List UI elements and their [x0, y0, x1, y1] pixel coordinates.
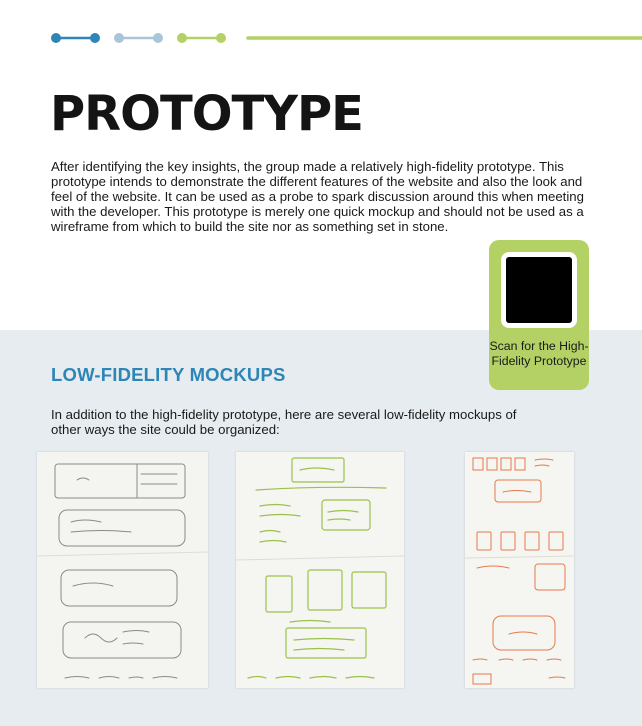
intro-paragraph: After identifying the key insights, the group made a relatively high-fidelity prototype. This prototype intends to demonstrate the different features of the website and also the look and feel of the website. It can be used as a probe to spark discussion around this when meeting with the developer. This prototype is merely one quick mockup and should not be used as a wireframe from which to build the site nor as something set in stone.	[51, 159, 584, 234]
qr-frame	[501, 252, 577, 328]
lowfi-description: In addition to the high-fidelity prototype, here are several low-fidelity mockups of other ways the site could be organized:	[51, 407, 517, 437]
dot-pair-blue	[51, 33, 100, 43]
top-decoration	[0, 0, 642, 70]
qr-card[interactable]	[489, 240, 589, 390]
qr-code-icon[interactable]	[506, 257, 572, 323]
sketch-3-drawing	[465, 452, 574, 688]
mockup-sketch-3	[465, 452, 574, 688]
mockup-sketch-1	[37, 452, 208, 688]
lowfi-heading: LOW-FIDELITY MOCKUPS	[51, 364, 286, 385]
page-title: PROTOTYPE	[50, 86, 363, 142]
mockup-sketch-2	[236, 452, 404, 688]
dot-pair-green	[177, 33, 226, 43]
sketch-2-drawing	[236, 452, 404, 688]
sketch-1-drawing	[37, 452, 208, 688]
dot-pair-light-blue	[114, 33, 163, 43]
qr-caption: Scan for the High-Fidelity Prototype	[489, 339, 589, 368]
